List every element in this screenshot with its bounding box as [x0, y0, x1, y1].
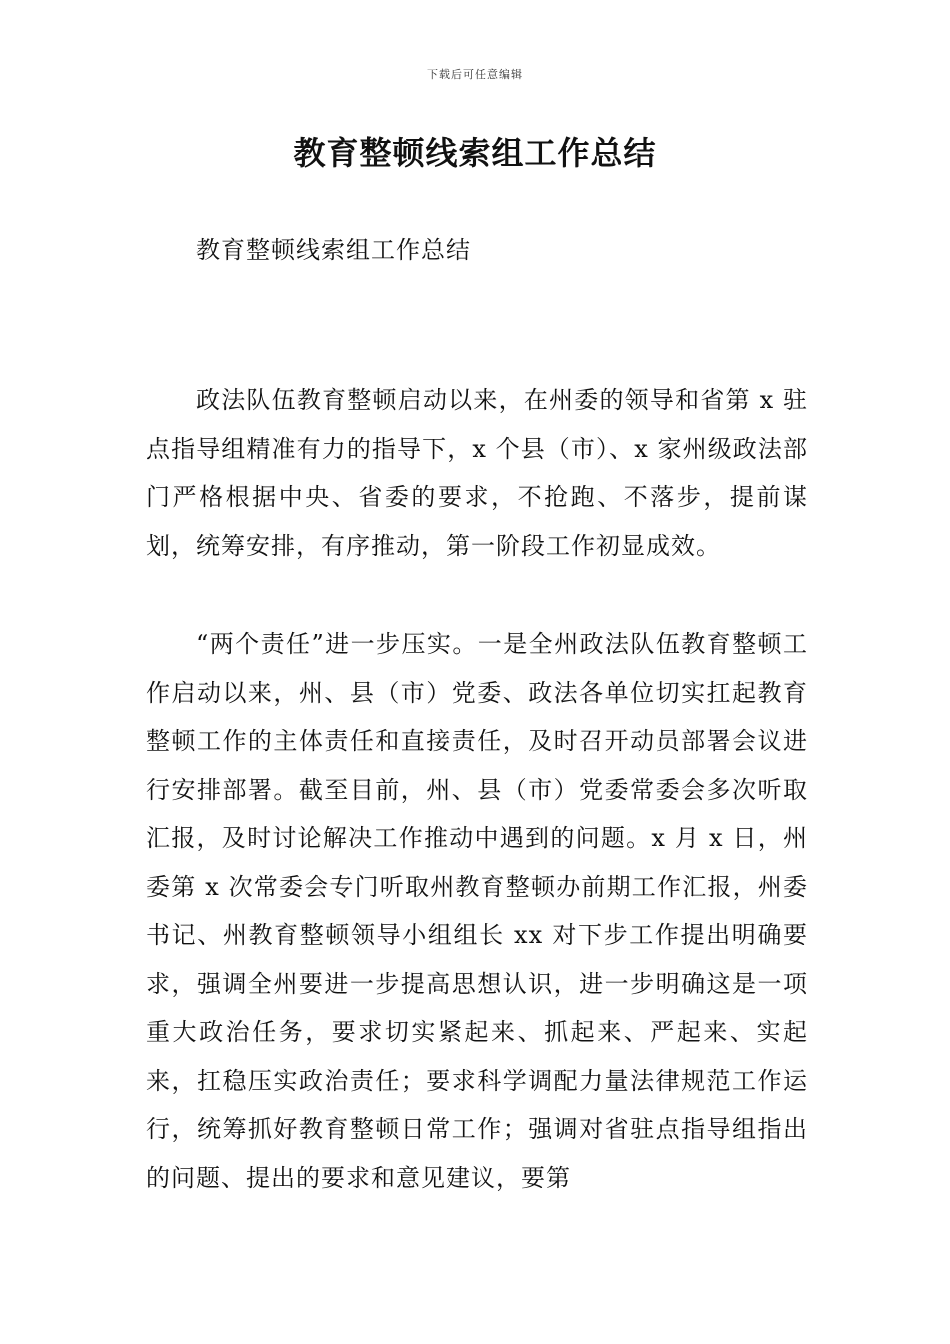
paragraph-intro: 政法队伍教育整顿启动以来，在州委的领导和省第 x 驻点指导组精准有力的指导下，x 个县（市）、x 家州级政法部门严格根据中央、省委的要求，不抢跑、不落步，提前谋划，统筹安排，有序推动，第一阶段工作初显成效。: [146, 386, 808, 560]
paragraph-responsibility: “两个责任”进一步压实。一是全州政法队伍教育整顿工作启动以来，州、县（市）党委、政法各单位切实扛起教育整顿工作的主体责任和直接责任，及时召开动员部署会议进行安排部署。截至目前，州、县（市）党委常委会多次听取汇报，及时讨论解决工作推动中遇到的问题。x 月 x 日，州委第 x 次常委会专门听取州教育整顿办前期工作汇报，州委书记、州教育整顿领导小组组长 xx 对下步工作提出明确要求，强调全州要进一步提高思想认识，进一步明确这是一项重大政治任务，要求切实紧起来、抓起来、严起来、实起来，扛稳压实政治责任；要求科学调配力量法律规范工作运行，统筹抓好教育整顿日常工作；强调对省驻点指导组指出的问题、提出的要求和意见建议，要第: [146, 630, 808, 1192]
document-subtitle: 教育整顿线索组工作总结: [196, 236, 471, 264]
document-title: 教育整顿线索组工作总结: [293, 134, 657, 172]
page-header-note: 下载后可任意编辑: [427, 68, 523, 81]
